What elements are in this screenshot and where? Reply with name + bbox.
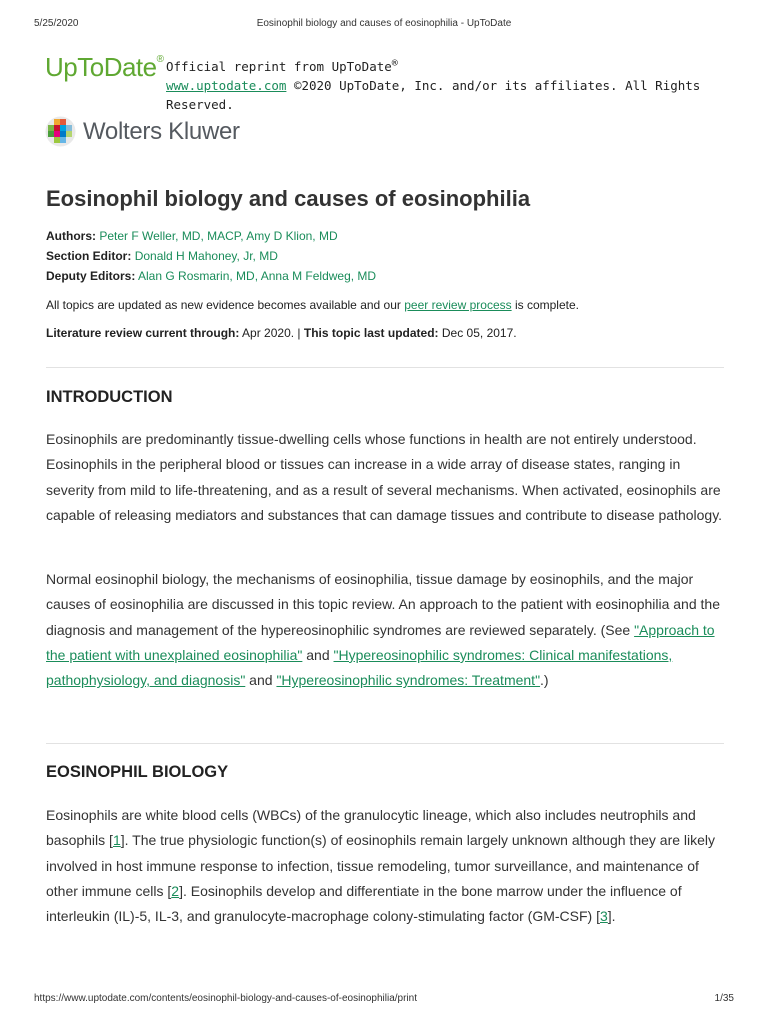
section-editor-link[interactable]: Donald H Mahoney, Jr, MD [134,249,278,263]
reprint-registered-mark: ® [391,58,398,69]
intro-p2-and-1: and [302,646,334,663]
intro-p2-text: Normal eosinophil biology, the mechanisms of eosinophilia, tissue damage by eosinophils, and the major causes of eosinophilia are discussed in this topic review. An approach to the patient with eosinophilia and the diagnosis and management of the hypereosinophilic syndromes are reviewed separately. (See [46,571,720,638]
uptodate-logo[interactable] [45,52,164,83]
deputy-editors-link[interactable]: Alan G Rosmarin, MD, Anna M Feldweg, MD [138,269,377,283]
authors-label: Authors: [46,229,96,243]
section-heading-introduction: INTRODUCTION [46,388,173,406]
biology-p1-text-d: ]. [607,908,616,925]
lit-review-label: Literature review current through: [46,326,240,340]
biology-paragraph-1 [46,803,726,929]
section-heading-eosinophil-biology: EOSINOPHIL BIOLOGY [46,763,229,781]
peer-review-link[interactable]: peer review process [404,298,512,312]
update-notice-text: All topics are updated as new evidence becomes available and our [46,298,405,312]
section-divider [46,367,724,368]
link-hes-clinical-manifestations[interactable]: "Hypereosinophilic syndromes: Clinical manifestations, pathophysiology, and diagnosis" [46,646,673,689]
uptodate-site-link[interactable]: www.uptodate.com [166,78,287,94]
reference-link-3[interactable]: 3 [600,908,608,925]
last-updated-value: Dec 05, 2017. [438,326,517,340]
print-date: 5/25/2020 [34,18,79,29]
review-dates [46,326,517,340]
print-footer [34,993,734,1007]
masthead [45,50,735,113]
registered-mark: ® [156,54,164,65]
lit-review-value: Apr 2020. | [239,326,304,340]
print-doc-title: Eosinophil biology and causes of eosinophilia - UpToDate [256,18,512,29]
reference-link-2[interactable]: 2 [171,882,180,899]
link-hes-treatment[interactable]: "Hypereosinophilic syndromes: Treatment" [276,672,541,689]
section-editor-line [46,249,278,263]
link-approach-unexplained-eosinophilia[interactable]: "Approach to the patient with unexplained eosinophilia" [46,621,715,663]
biology-p1-text-a: Eosinophils are white blood cells (WBCs) of the granulocytic lineage, which also includes neutrophils and basophils [ [46,807,696,849]
reprint-line: Official reprint from UpToDate [166,59,392,75]
wolters-kluwer-logo [45,116,255,148]
reprint-notice [166,54,735,114]
authors-link[interactable]: Peter F Weller, MD, MACP, Amy D Klion, MD [99,229,338,243]
intro-paragraph-2 [46,567,726,693]
last-updated-label: This topic last updated: [303,326,439,340]
copyright-text: ©2020 UpToDate, Inc. and/or its affiliates. All Rights Reserved. [166,78,701,113]
authors-line [46,229,338,243]
page-title: Eosinophil biology and causes of eosinophilia [46,186,531,211]
uptodate-logo-text: UpToDate [45,52,157,82]
print-url: https://www.uptodate.com/contents/eosinophil-biology-and-causes-of-eosinophilia/print [34,993,417,1004]
reference-link-1[interactable]: 1 [112,832,121,849]
biology-p1-text-c: ]. Eosinophils develop and differentiate in the bone marrow under the influence of interleukin (IL)-5, IL-3, and granulocyte-macrophage colony-stimulating factor (GM-CSF) [ [46,882,682,925]
section-divider [46,743,724,744]
wolters-kluwer-wordmark: Wolters Kluwer [83,118,240,145]
update-notice [46,298,579,312]
print-header [34,18,734,32]
deputy-editors-line [46,269,376,283]
page-count: 1/35 [714,993,734,1004]
deputy-editors-label: Deputy Editors: [46,269,136,283]
intro-p2-close: .) [540,672,549,689]
wolters-kluwer-mosaic-icon [45,116,76,147]
biology-p1-text-b: ]. The true physiologic function(s) of eosinophils remain largely unknown although they are likely involved in host immune response to infection, tissue remodeling, tumor surveillance, and maintenance of other immune cells [ [46,832,716,899]
update-notice-tail: is complete. [511,298,579,312]
section-editor-label: Section Editor: [46,249,132,263]
intro-paragraph-1: Eosinophils are predominantly tissue-dwelling cells whose functions in health are not entirely understood. Eosinophils in the peripheral blood or tissues can increase in a wide array of disease states, ranging in severity from mild to life-threatening, and as a result of several mechanisms. When activated, eosinophils are capable of releasing mediators and substances that can damage tissues and contribute to disease pathology. [46,431,723,523]
intro-p2-and-2: and [245,672,277,689]
